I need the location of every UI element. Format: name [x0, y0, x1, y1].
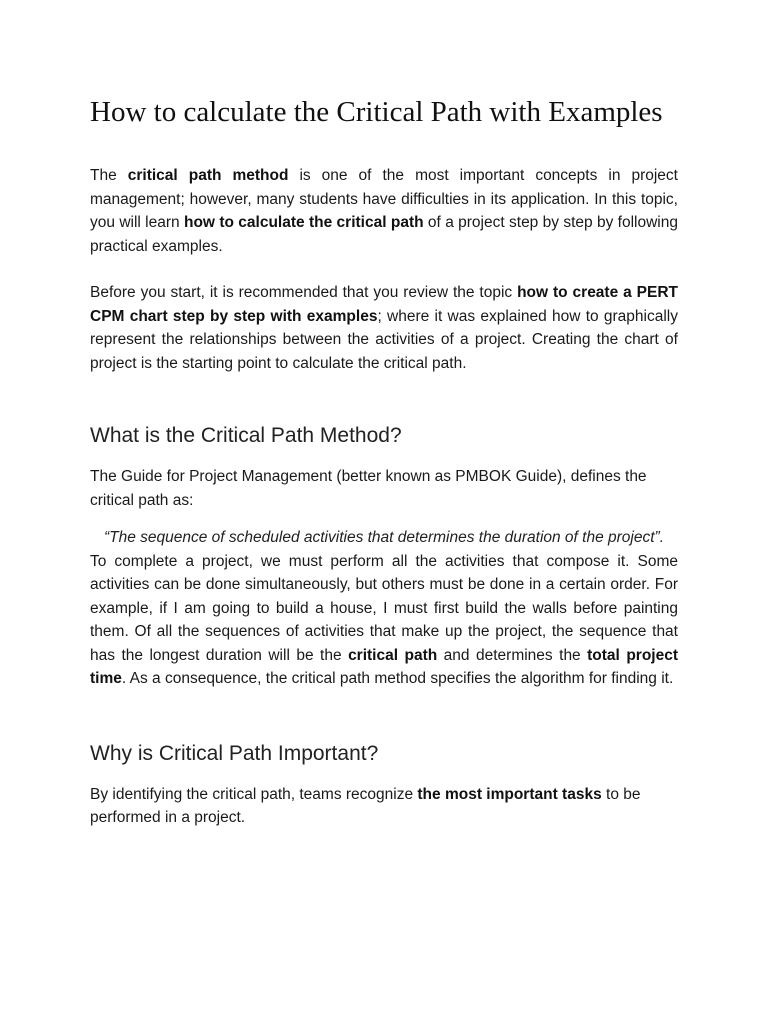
intro-paragraph-2 — [90, 281, 678, 375]
section-heading-why-important: Why is Critical Path Important? — [90, 741, 379, 765]
intro-p2-bold-link: how to create a PERT CPM chart step by step with examples — [90, 284, 678, 325]
s2-p1-text-1: By identifying the critical path, teams recognize — [90, 785, 418, 803]
intro-p1-bold-2: how to calculate the critical path — [184, 214, 424, 231]
s1-p2-text-3: . As a consequence, the critical path method specifies the algorithm for finding it. — [121, 670, 674, 687]
intro-p1-text-3: of a project step by step by following practical examples. — [90, 214, 678, 255]
intro-p1-text-2: is one of the most important concepts in project management; however, many students have difficulties in its application. In this topic, you will learn — [90, 167, 678, 231]
intro-p1-text-1: The — [90, 167, 128, 184]
s2-p1-bold-1: the most important tasks — [417, 785, 602, 803]
intro-paragraph-1 — [90, 164, 678, 258]
s1-p2-text-1: To complete a project, we must perform all the activities that compose it. Some activities can be done simultaneously, but others must be done in a certain order. For example, if I am going to build a house, I must first build the walls before painting them. Of all the sequences of activities that make up the project, the sequence that has the longest duration will be the — [90, 552, 678, 664]
s1-p2-text-2: and determines the — [437, 646, 588, 664]
s1-p2-bold-1: critical path — [348, 646, 438, 664]
intro-p2-text-1: Before you start, it is recommended that you review the topic — [90, 284, 518, 301]
section2-paragraph-1 — [90, 783, 678, 830]
intro-p2-text-2: ; where it was explained how to graphically represent the relationships between the activities of a project. Creating the chart of project is the starting point to calculate the critical path. — [90, 307, 678, 372]
s2-p1-text-2: to be performed in a project. — [90, 785, 641, 826]
section1-paragraph-1: The Guide for Project Management (better known as PMBOK Guide), defines the critical path as: — [90, 468, 647, 509]
intro-p1-bold-1: critical path method — [127, 167, 289, 184]
section1-paragraph-2 — [90, 550, 678, 691]
document-body — [90, 92, 678, 830]
section-heading-what-is-cpm: What is the Critical Path Method? — [90, 424, 402, 447]
s1-p2-bold-2: total project time — [90, 646, 678, 687]
page-title: How to calculate the Critical Path with Examples — [90, 96, 663, 128]
pmbok-quote: “The sequence of scheduled activities that determines the duration of the project”. — [103, 529, 665, 546]
